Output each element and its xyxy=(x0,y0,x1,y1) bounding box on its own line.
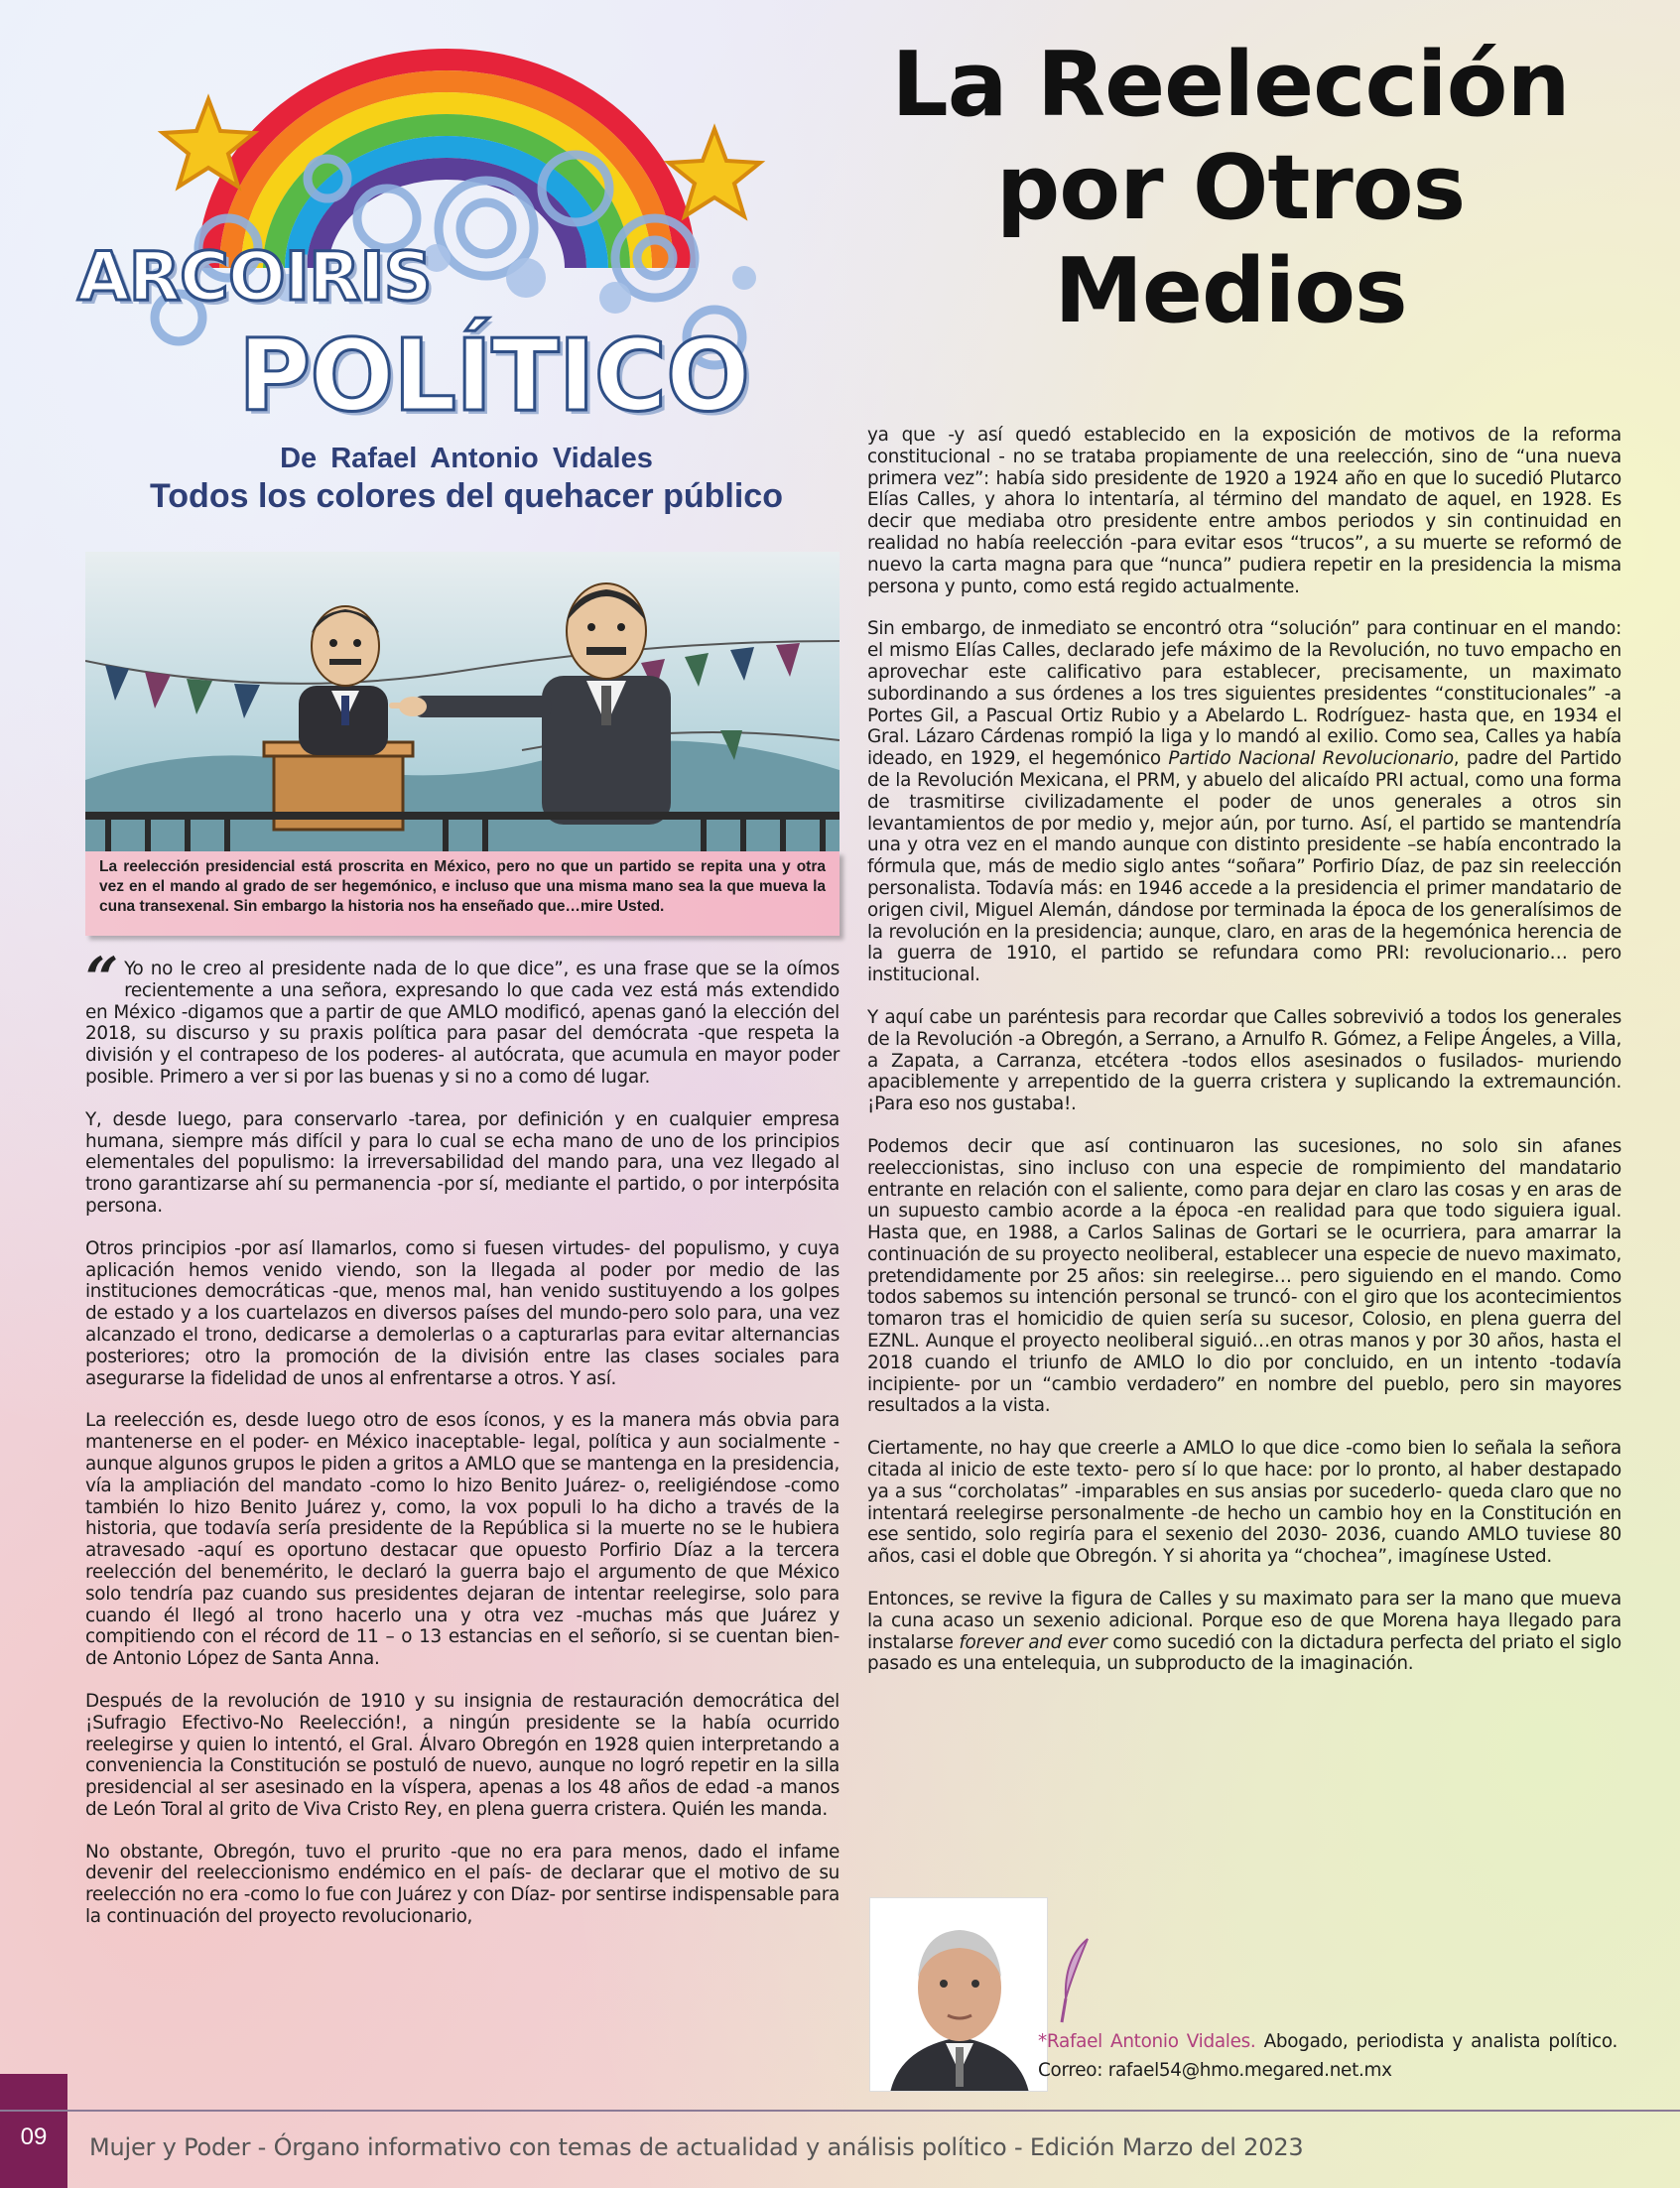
article-paragraph: La reelección es, desde luego otro de esos íconos, y es la manera más obvia para mantenerse en el poder- en México inaceptable- legal, política y aun socialmente -aunque algunos grupos le piden a gritos a AMLO que se mantenga en la presidencia, vía la ampliación del mandato -como lo hizo Benito Juárez- o, reeligiéndose -como también lo hizo Benito Juárez y, como, la vox populi lo ha dicho a través de la historia, que todavía sería presidente de la República si la muerte no se le hubiera atravesado -aquí es oportuno destacar que opuesto Porfirio Díaz a la tercera reelección del benemérito, le declaró la guerra bajo el argumento de que México solo tendría paz cuando sus presidentes dejaran de intentar reelegirse, solo para cuando él llegó al trono hacerlo una y otra vez -muchas más que Juárez y compitiendo con el récord de 11 – o 13 estancias en el señorío, si se cuentan bien- de Antonio López de Santa Anna. xyxy=(85,1410,840,1670)
illustration-caption-box xyxy=(85,851,840,936)
headline-line-2: por Otros xyxy=(995,136,1466,240)
article-column-left xyxy=(85,945,840,1949)
article-paragraph: No obstante, Obregón, tuvo el prurito -que no era para menos, dado el infame devenir del reeleccionismo endémico en el país- de declarar que el motivo de su reelección no era -como lo fue con Juárez y con Díaz- por sentirse indispensable para la continuación del proyecto revolucionario, xyxy=(85,1841,840,1928)
article-paragraph: Entonces, se revive la figura de Calles y su maximato para ser la mano que mueva la cuna acaso un sexenio adicional. Porque eso de que Morena haya llegado para instalarse forever and ever como sucedió con la dictadura perfecta del priato el siglo pasado es una entelequia, un subproducto de la imaginación. xyxy=(867,1589,1621,1675)
forever-italic: forever and ever xyxy=(959,1631,1107,1653)
article-headline xyxy=(853,34,1608,343)
illustration-caption: La reelección presidencial está proscrita en México, pero no que un partido se repita una y otra vez en el mando al grado de ser hegemónico, e incluso que una misma mano sea la que mueva la cuna transexenal. Sin embargo la historia nos ha enseñado que…mire Usted. xyxy=(99,858,826,915)
article-paragraph: Sin embargo, de inmediato se encontró otra “solución” para continuar en el mando: el mismo Elías Calles, declarado jefe máximo de la Revolución, no tuvo empacho en aprovechar este calificativo para establecer, precisamente, un maximato subordinando a sus órdenes a los tres siguientes presidentes “constitucionales” -a Portes Gil, a Pascual Ortiz Rubio y a Abelardo L. Rodríguez- hasta que, en 1934 el Gral. Lázaro Cárdenas rompió la liga y lo mandó al exilio. Como sea, Calles ya había ideado, en 1929, el hegemónico Partido Nacional Revolucionario, padre del Partido de la Revolución Mexicana, el PRM, y abuelo del alicaído PRI actual, como una forma de trasmitirse civilizadamente el poder de unos generales a otros sin levantamientos de por medio y, mejor aún, por turno. Así, el partido se mantendría una y otra vez en el mando aunque con distinto presidente –se había encontrado la fórmula que, más de medio siglo antes “soñara” Porfirio Díaz, de paz sin reelección personalista. Todavía más: en 1946 accede a la presidencia el primer mandatario de origen civil, Miguel Alemán, dándose por terminada la época de los generalísimos de la revolución en la presidencia; aunque, claro, en aras de la hegemónica herencia de la guerra de 1910, el partido se refundara como PRI: revolucionario… pero institucional. xyxy=(867,618,1621,986)
article-paragraph: Y, desde luego, para conservarlo -tarea, por definición y en cualquier empresa humana, siempre más difícil y para lo cual se echa mano de uno de los principios elementales del populismo: la irreversabilidad del mando para, una vez llegado al trono garantizarse ahí su permanencia -por sí, mediante el partido, o por interpósita persona. xyxy=(85,1108,840,1217)
article-column-right xyxy=(867,425,1621,1696)
author-portrait xyxy=(870,1898,1048,2092)
arcoiris-politico-logo xyxy=(60,30,814,447)
author-bio-text: Abogado, periodista y analista político. Correo: rafael54@hmo.megared.net.mx xyxy=(1038,2031,1617,2081)
page-number: 09 xyxy=(0,2074,67,2188)
headline-line-1: La Reelección xyxy=(891,33,1570,137)
byline-author: De Rafael Antonio Vidales xyxy=(280,443,653,474)
article-paragraph: “ Yo no le creo al presidente nada de lo que dice”, es una frase que se la oímos recientemente a una señora, expresando lo que cada vez está más extendido en México -digamos que a partir de que AMLO modificó, apenas ganó la elección del 2018, su discurso y su praxis política para pasar del demócrata -que respeta la división y el contrapeso de los poderes- al autócrata, que acumula en mayor poder posible. Primero a ver si por las buenas y si no a como dé lugar. xyxy=(85,945,840,1088)
headline-line-3: Medios xyxy=(1054,239,1407,343)
footer-divider xyxy=(0,2110,1680,2112)
cartoon-politicians-image xyxy=(85,552,840,851)
article-paragraph: Podemos decir que así continuaron las sucesiones, no solo sin afanes reeleccionistas, sino incluso con una especie de rompimiento del mandatario entrante en relación con el saliente, como para dejar en claro las cosas y en aras de un supuesto cambio acorde a la época -en realidad para que todo siguiera igual. Hasta que, en 1988, a Carlos Salinas de Gortari se le ocurriera, para amarrar la continuación de su proyecto neoliberal, establecer una especie de nuevo maximato, pretendidamente por 25 años: sin reelegirse… pero siguiendo en el mando. Como todos sabemos su intención personal se truncó- con el giro que los acontecimientos tomaron tras el homicidio de quien sería su sucesor, Colosio, en plena guerra del EZNL. Aunque el proyecto neoliberal siguió…en otras manos y por 30 años, hasta el 2018 cuando el triunfo de AMLO lo dio por concluido, en un intento -todavía incipiente- por un “cambio verdadero” en nombre del pueblo, pero sin mayores resultados a la vista. xyxy=(867,1135,1621,1417)
byline-tagline: Todos los colores del quehacer público xyxy=(150,477,783,515)
logo-word-arcoiris: ARCOIRIS xyxy=(77,238,432,317)
author-photo xyxy=(869,1897,1048,2092)
article-paragraph: Y aquí cabe un paréntesis para recordar que Calles sobrevivió a todos los generales de la Revolución -a Obregón, a Serrano, a Arnulfo R. Gómez, a Felipe Ángeles, a Villa, a Zapata, a Carranza, etcétera -todos ellos asesinados o fusilados- muriendo apaciblemente y arrepentido de la guerra cristera y suplicando la extremaunción. ¡Para eso nos gustaba!. xyxy=(867,1006,1621,1115)
logo-word-politico: POLÍTICO xyxy=(238,318,750,434)
quill-icon xyxy=(1058,1937,1092,2026)
author-bio-name: *Rafael Antonio Vidales. xyxy=(1038,2031,1256,2052)
byline xyxy=(119,443,814,516)
article-illustration xyxy=(85,552,840,851)
article-paragraph: Después de la revolución de 1910 y su insignia de restauración democrática del ¡Sufragio Efectivo-No Reelección!, a ningún presidente se la había ocurrido reelegirse y quien lo intentó, el Gral. Álvaro Obregón en 1928 quien interpretando a conveniencia la Constitución se postuló de nuevo, aunque no logró repetir en la silla presidencial al ser asesinado en la víspera, apenas a los 48 años de edad -a manos de León Toral al grito de Viva Cristo Rey, en plena guerra cristera. Quién les manda. xyxy=(85,1690,840,1820)
author-bio xyxy=(1038,2027,1617,2085)
article-paragraph: Otros principios -por así llamarlos, como si fuesen virtudes- del populismo, y cuya aplicación hemos venido viendo, son la llegada al poder por medio de las instituciones democráticas -que, menos mal, han venido sustituyendo a los golpes de estado y a los cuartelazos en diversos países del mundo-pero solo para, una vez alcanzado el trono, dedicarse a demolerlas o a capturarlas para evitar alternancias posteriores; otro la promoción de la división entre las clases sociales para asegurarse la fidelidad de unos al enfrentarse a otros. Y así. xyxy=(85,1237,840,1389)
article-paragraph: Ciertamente, no hay que creerle a AMLO lo que dice -como bien lo señala la señora citada al inicio de este texto- pero sí lo que hace: por lo pronto, al haber destapado ya a sus “corcholatas” -imparables en sus ansias por sucederlo- queda claro que no intentará reelegirse personalmente -de hecho un cambio hoy en la Constitución en ese sentido, solo regiría para el sexenio del 2030- 2036, cuando AMLO tuviese 80 años, casi el doble que Obregón. Y si ahorita ya “chochea”, imagínese Usted. xyxy=(867,1438,1621,1568)
party-name-italic: Partido Nacional Revolucionario xyxy=(1168,748,1454,770)
footer-publication-line: Mujer y Poder - Órgano informativo con temas de actualidad y análisis político - Edición Marzo del 2023 xyxy=(89,2133,1304,2161)
opening-quote-mark: “ xyxy=(85,945,119,1012)
article-paragraph: ya que -y así quedó establecido en la exposición de motivos de la reforma constitucional - no se trataba propiamente de una reelección, sino de “una nueva primera vez”: había sido presidente de 1920 a 1924 año en que lo sucedió Plutarco Elías Calles, y ahora lo intentaría, al término del mandato de aquel, en 1928. Es decir que mediaba otro presidente entre ambos periodos y sin continuidad en realidad no había reelección -para evitar esos “trucos”, a su muerte se reformó de nuevo la carta magna para que “nunca” pudiera repetir en la presidencia la misma persona y punto, como está regido actualmente. xyxy=(867,425,1621,597)
